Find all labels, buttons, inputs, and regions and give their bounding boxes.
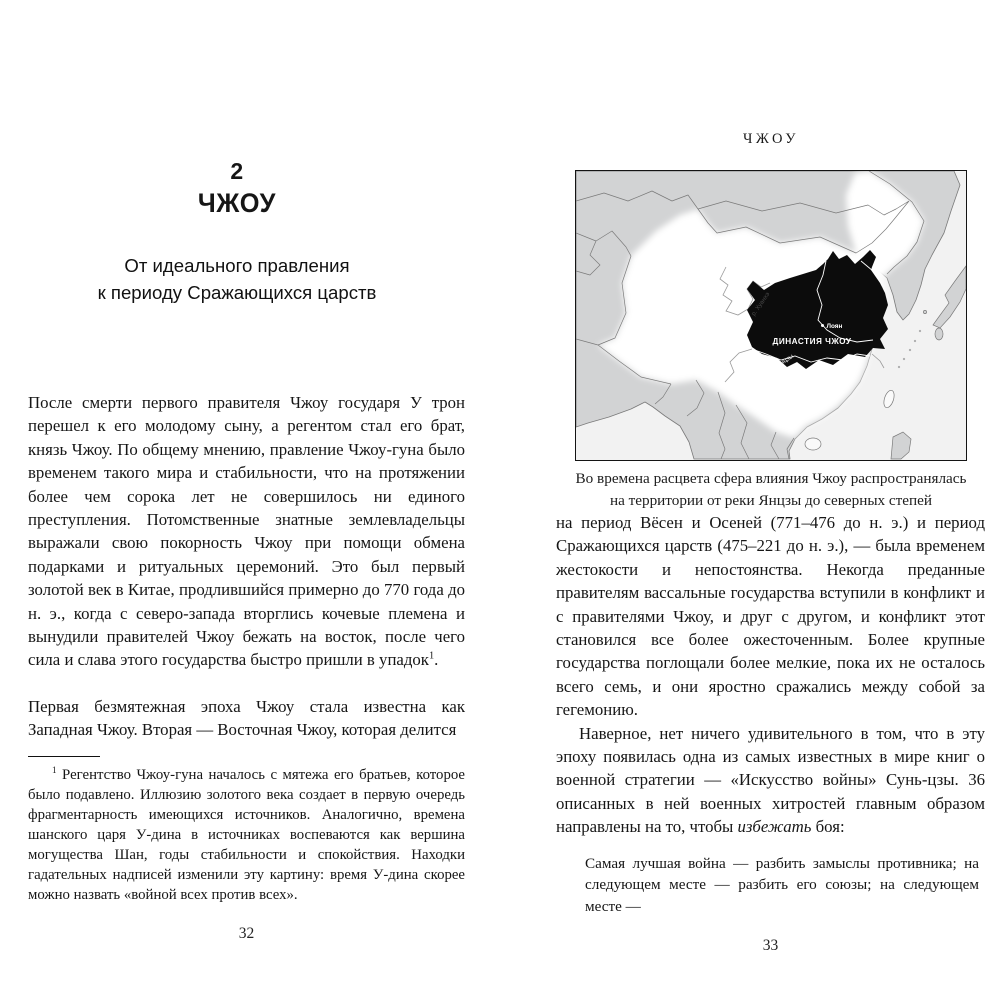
body-paragraph: Наверное, нет ничего удивительного в том, что в эту эпоху появилась одна из самых известных в мире книг о военной стратегии — «Искусство войны» Сунь-цзы. 36 описанных в ней военных хитростей главным образом направлены на то, чтобы избежать боя: — [556, 723, 985, 837]
footnote-reference: 1 — [428, 650, 435, 662]
body-paragraph — [28, 391, 465, 672]
right-text-column — [556, 511, 985, 955]
zhou-dynasty-map — [575, 170, 967, 461]
map-caption — [556, 468, 986, 512]
zhou-territory-label: ДИНАСТИЯ ЧЖОУ — [772, 337, 852, 346]
chapter-subtitle — [28, 252, 446, 306]
loyang-label: Лоян — [826, 323, 843, 330]
page-number-left: 32 — [238, 924, 255, 942]
chapter-title: ЧЖОУ — [197, 188, 277, 218]
yellow-river-label: р. Хуанхэ — [750, 291, 772, 318]
block-quote: Самая лучшая война — разбить замыслы противника; на следующем месте — разбить его союзы; на следующем месте — — [585, 854, 979, 915]
paragraph-text: После смерти первого правителя Чжоу государя У трон перешел к его молодому сыну, а регентом стал его брат, князь Чжоу. По общему мнению, правление Чжоу-гуна было временем такого мира и стабильности, что на протяжении более чем сорока лет не совершилось ни единого преступления. Потомственные знатные землевладельцы выражали свою покорность Чжоу при помощи обмена подарками и ритуальных церемоний. Это был первый золотой век в Китае, продлившийся примерно до 770 года до н. э., когда с северо-запада вторглись кочевые племена и вынудили правителей Чжоу бежать на восток, после чего сила и слава этого государства быстро пришли в упадок — [28, 393, 465, 670]
chapter-subtitle-line2: к периоду Сражающихся царств — [97, 282, 377, 303]
body-paragraph: Первая безмятежная эпоха Чжоу стала известна как Западная Чжоу. Вторая — Восточная Чжоу, которая делится — [28, 696, 465, 740]
paragraph-end: . — [434, 650, 439, 670]
running-head: ЧЖОУ — [743, 131, 799, 147]
loyang-dot — [821, 324, 824, 327]
map-caption-line1: Во времена расцвета сфера влияния Чжоу распространялась — [575, 470, 967, 487]
body-paragraph: на период Вёсен и Осеней (771–476 до н. э.) и период Сражающихся царств (475–221 до н. э.), — была временем жестокости и непостоянства. Некогда преданные правителям вассальные государства вступили в конфликт и с правителями Чжоу, и друг с другом, и конфликт этот становился все более ожесточенным. Более крупные государства поглощали более мелкие, пока их не осталось всего семь, и они яростно сражались между собой за гегемонию. — [556, 513, 985, 720]
footnote-block — [28, 756, 465, 905]
chapter-heading — [28, 158, 446, 218]
footnote-text: $^1$ Регентство Чжоу-гуна началось с мятежа его братьев, которое было подавлено. Иллюзию золотого века создает в первую очередь фрагментарность имеющихся источников. Аналогично, времена шанского царя У-дина в источниках воспеваются как вершина могущества Шан, годы стабильности и спокойствия. Находки гадательных надписей изменили эту картину: время У-дина скорее можно назвать «войной всех против всех». — [28, 764, 465, 903]
chapter-number: 2 — [230, 158, 244, 184]
page-number-right: 33 — [762, 937, 779, 955]
footnote-divider — [28, 756, 100, 757]
map-hainan — [805, 438, 821, 450]
chapter-subtitle-line1: От идеального правления — [124, 255, 350, 276]
left-text-column — [28, 391, 465, 943]
footnote-marker: 1 — [52, 764, 57, 775]
yangtze-river-label: р. Янцзы — [769, 352, 795, 373]
emphasized-word: избежать — [737, 817, 812, 837]
map-caption-line2: на территории от реки Янцзы до северных степей — [609, 492, 933, 509]
map-figure — [576, 171, 966, 460]
